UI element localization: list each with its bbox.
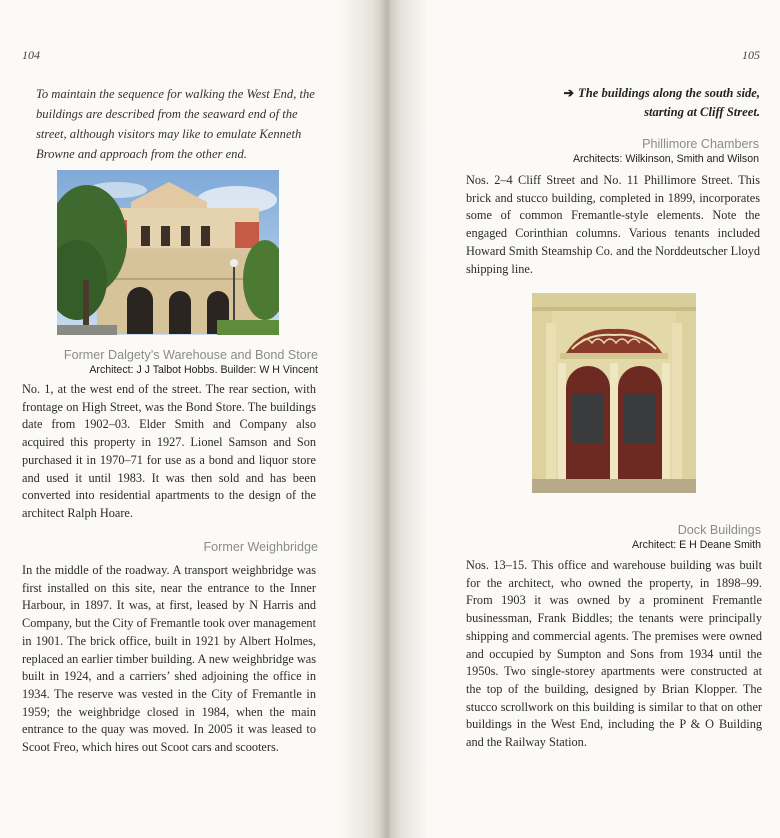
- south-side-heading: [563, 84, 760, 122]
- page-number-left: 104: [22, 48, 40, 62]
- right-arrow-icon: ➔: [563, 86, 575, 100]
- section-title-weighbridge: Former Weighbridge: [203, 540, 318, 554]
- section-title-phillimore: Phillimore Chambers: [642, 137, 759, 151]
- dock-buildings-photo: [532, 293, 696, 493]
- left-page: [0, 0, 384, 838]
- section-body-phillimore: Nos. 2–4 Cliff Street and No. 11 Phillimore Street. This brick and stucco building, completed in 1899, incorporates some of common Fremantle-style elements. Note the engaged Corinthian columns. Various tenants included Howard Smith Steamship Co. and the Norddeutscher Lloyd shipping line.: [466, 173, 760, 276]
- heading-line-1: The buildings along the south side,: [578, 86, 760, 100]
- section-credit-dock-buildings: Architect: E H Deane Smith: [632, 539, 761, 551]
- right-page: [390, 0, 780, 838]
- dalgety-warehouse-photo: [57, 170, 279, 335]
- section-body-dock-buildings: Nos. 13–15. This office and warehouse building was built for the architect, who owned the property, in 1898–99. From 1903 it was owned by a prominent Fremantle businessman, Frank Biddles; the tenants were principally shipping and commercial agents. The premises were owned and occupied by Sumpton and Sons from 1934 until the 1950s. Two single-storey apartments were constructed at the top of the building, designed by Brian Klopper. The stucco scrollwork on this building is similar to that on other buildings in the West End, including the P & O Building and the Railway Station.: [466, 558, 762, 750]
- section-title-dalgety: Former Dalgety’s Warehouse and Bond Store: [63, 348, 318, 362]
- section-body-weighbridge: In the middle of the roadway. A transport weighbridge was first installed on this site, near the entrance to the Inner Harbour, in 1897. It was, at first, leased by N Harris and Company, but the City of Fremantle took over management in 1901. The brick office, built in 1921 by Albert Holmes, replaced an earlier timber building. A new weighbridge was built in 1924, and a carriers’ shed adjoining the office in 1934. The reserve was vested in the City of Fremantle in 1959; the weighbridge closed in 1984, when the main entrance to the quay was moved. In 2005 it was leased to Scoot Freo, which hires out Scoot cars and scooters.: [22, 563, 317, 755]
- section-title-dock-buildings: Dock Buildings: [677, 523, 761, 537]
- section-credit-phillimore: Architects: Wilkinson, Smith and Wilson: [572, 153, 759, 165]
- heading-line-2: starting at Cliff Street.: [644, 105, 760, 119]
- intro-paragraph: To maintain the sequence for walking the West End, the buildings are described from the seaward end of the street, although visitors may like to emulate Kenneth Browne and approach from the other end.: [36, 87, 315, 161]
- section-credit-dalgety: Architect: J J Talbot Hobbs. Builder: W H Vincent: [89, 364, 318, 376]
- page-number-right: 105: [742, 48, 760, 62]
- section-body-dalgety: No. 1, at the west end of the street. The rear section, with frontage on High Street, was the Bond Store. The buildings date from 1902–03. Elder Smith and Company also acquired this property in 1927. Lionel Samson and Son purchased it in 1970–71 for use as a bond and liquor store and used it until 1983. It was then sold and has been converted into residential apartments to the design of the architect Ralph Hoare.: [22, 382, 316, 520]
